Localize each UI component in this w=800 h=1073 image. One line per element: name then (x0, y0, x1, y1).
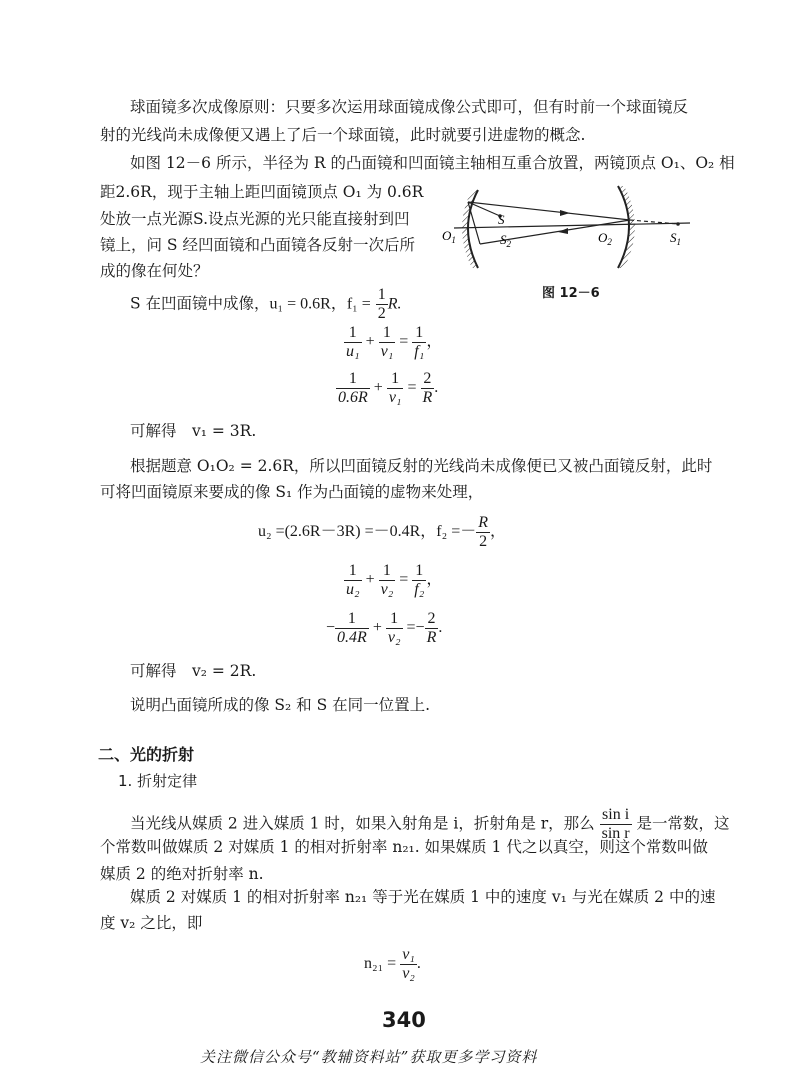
svg-text:S1: $S_1$ (670, 230, 681, 247)
step1-intro: S 在凹面镜中成像， (130, 294, 270, 313)
frac-half: $\frac{1}{2}$ (377, 286, 386, 322)
para4-line2: 度 v₂ 之比，即 (100, 914, 203, 932)
arrow-forward (560, 210, 570, 216)
section-title: 二、光的折射 (98, 745, 195, 764)
ray-to-s2 (468, 202, 480, 244)
mirror-diagram (440, 176, 710, 276)
point-s1 (676, 222, 680, 226)
para1-line1: 球面镜多次成像原则：只要多次运用球面镜成像公式即可，但有时前一个球面镜反 (130, 98, 689, 116)
footer-text: 关注微信公众号“教辅资料站”获取更多学习资料 (200, 1048, 538, 1066)
equation-6: n₂₁ = $\frac{\text{v₁}}{\text{v₂}}$ . (364, 946, 421, 982)
svg-text:S2: $S_2$ (500, 232, 511, 249)
para3-line2: 个常数叫做媒质 2 对媒质 1 的相对折射率 n₂₁. 如果媒质 1 代之以真空，则这个常数叫做 (100, 838, 708, 856)
equation-1: $\frac{1}{\text{u₁}}$ + $\frac{1}{\text{v₁}}$ = $\frac{1}{\text{f₁}}$ ， (346, 324, 443, 360)
para2-line1: 根据题意 O₁O₂ = 2.6R，所以凹面镜反射的光线尚未成像便已又被凸面镜反射，此时 (130, 457, 713, 475)
equation-4: $\frac{1}{\text{u₂}}$ + $\frac{1}{\text{v₂}}$ = $\frac{1}{\text{f₂}}$ ， (346, 562, 443, 598)
figure-caption: 图 12－6 (542, 286, 600, 301)
label-o2: O (598, 230, 608, 245)
equation-5: − $\frac{1}{0.4R}$ + $\frac{1}{\text{v₂}}$ =− $\frac{2}{R}$ . (326, 610, 443, 646)
step1-u1: u₁ = 0.6R，f₁ = (269, 295, 371, 313)
svg-text:O2: $O_2$ (598, 230, 612, 247)
equation-3: u₂ =(2.6R－3R) =－0.4R，f₂ =－ $\frac{R}{2}$ ， (258, 514, 507, 550)
problem-line4: 镜上，问 S 经凹面镜和凸面镜各反射一次后所 (100, 236, 415, 254)
label-o1: O (442, 228, 452, 243)
label-s2: S (500, 232, 507, 247)
label-s: S (498, 212, 505, 227)
para1-line2: 射的光线尚未成像便又遇上了后一个球面镜，此时就要引进虚物的概念. (100, 126, 586, 144)
problem-line3: 处放一点光源S.设点光源的光只能直接射到凹 (100, 210, 410, 228)
result-v1: 可解得 v₁ = 3R. (130, 422, 257, 440)
para3-line1: 当光线从媒质 2 进入媒质 1 时，如果入射角是 i，折射角是 r，那么 $\frac{\text{sin i}}{\text{sin r}}$ 是一常数，这 (130, 806, 730, 842)
step1-tail: R. (387, 295, 402, 313)
equation-2: $\frac{1}{0.6R}$ + $\frac{1}{\text{v₁}}$ = $\frac{2}{R}$ . (338, 370, 439, 406)
para2-line2: 可将凹面镜原来要成的像 S₁ 作为凸面镜的虚物来处理， (100, 483, 484, 501)
svg-text:O1: $O_1$ (442, 228, 456, 245)
para4-line1: 媒质 2 对媒质 1 的相对折射率 n₂₁ 等于光在媒质 1 中的速度 v₁ 与光在媒质 2 中的速 (130, 888, 716, 906)
section-subtitle: 1. 折射定律 (118, 772, 198, 790)
frac-sin: $\frac{\text{sin i}}{\text{sin r}}$ (601, 806, 630, 842)
principal-axis (454, 223, 690, 228)
convex-mirror-hatch (618, 186, 635, 268)
ray-upper (468, 202, 630, 220)
conclusion: 说明凸面镜所成的像 S₂ 和 S 在同一位置上. (130, 696, 431, 714)
para3-line3: 媒质 2 的绝对折射率 n. (100, 865, 264, 883)
problem-line1: 如图 12－6 所示，半径为 R 的凸面镜和凹面镜主轴相互重合放置，两镜顶点 O₁、O₂ 相 (130, 154, 735, 172)
step1-line (130, 286, 401, 323)
page-number: 340 (382, 1008, 426, 1032)
problem-line2: 距2.6R，现于主轴上距凹面镜顶点 O₁ 为 0.6R (100, 183, 424, 201)
problem-line5: 成的像在何处？ (100, 262, 209, 280)
result-v2: 可解得 v₂ = 2R. (130, 662, 257, 680)
label-s1: S (670, 230, 677, 245)
